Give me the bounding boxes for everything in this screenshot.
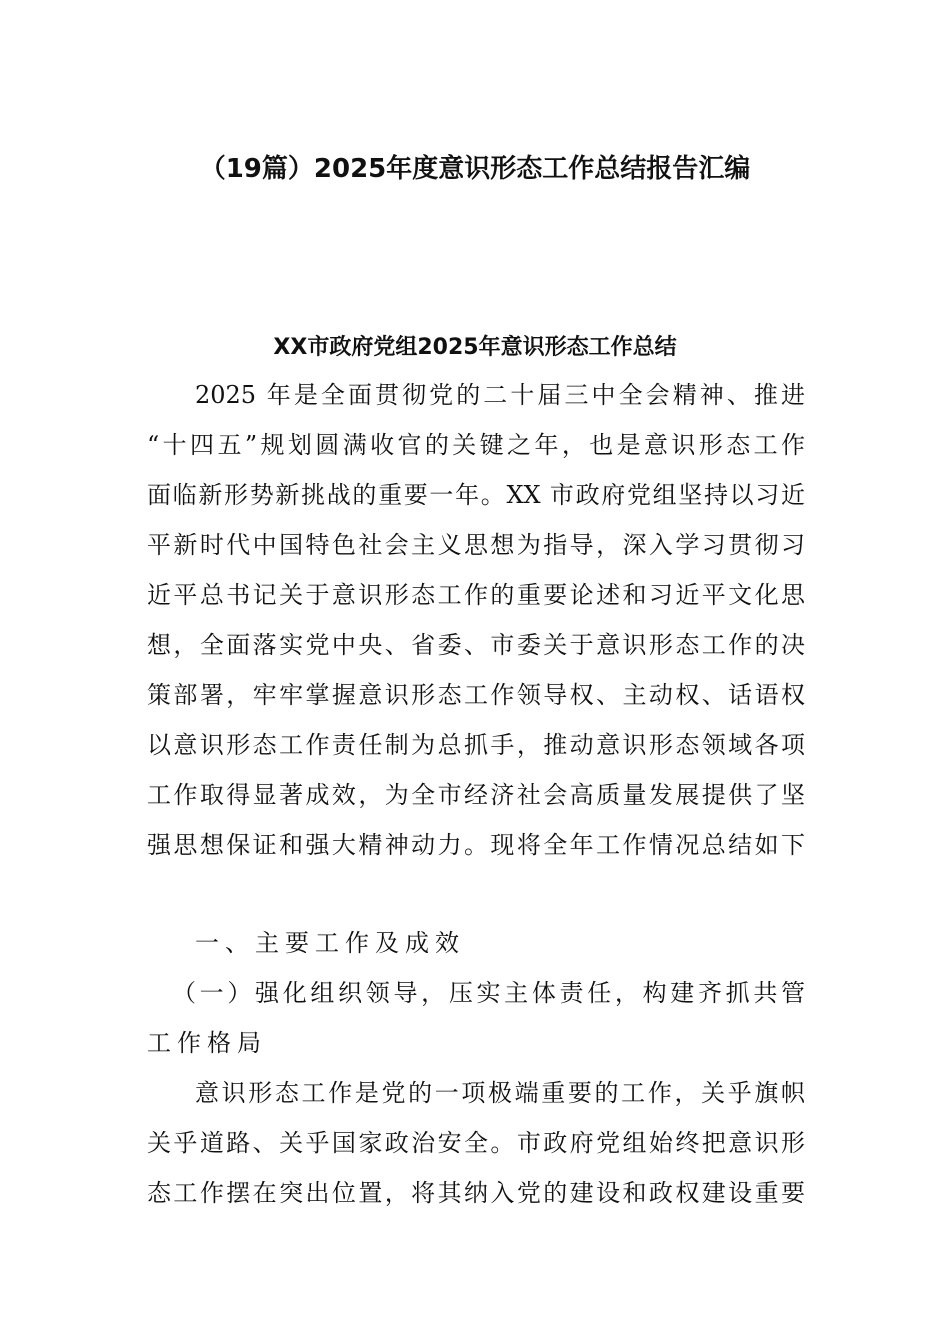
paragraph-line: 近平总书记关于意识形态工作的重要论述和习近平文化思 xyxy=(147,581,805,609)
document-title: （19篇）2025年度意识形态工作总结报告汇编 xyxy=(199,154,751,184)
subsection-line: （一）强化组织领导，压实主体责任，构建齐抓共管 xyxy=(172,979,805,1007)
paragraph-line: 策部署，牢牢掌握意识形态工作领导权、主动权、话语权 xyxy=(147,681,805,709)
paragraph-line: 以意识形态工作责任制为总抓手，推动意识形态领域各项 xyxy=(147,731,805,759)
paragraph-line: 工作取得显著成效，为全市经济社会高质量发展提供了坚 xyxy=(147,781,805,809)
paragraph-line: “十四五”规划圆满收官的关键之年，也是意识形态工作 xyxy=(147,431,805,459)
paragraph-line: 关乎道路、关乎国家政治安全。市政府党组始终把意识形 xyxy=(147,1129,805,1157)
paragraph-line: 强思想保证和强大精神动力。现将全年工作情况总结如下 xyxy=(147,831,805,859)
section-heading: 一、主要工作及成效 xyxy=(195,929,465,957)
subsection-line: 工作格局 xyxy=(147,1029,267,1057)
paragraph-line: 态工作摆在突出位置，将其纳入党的建设和政权建设重要 xyxy=(147,1179,805,1207)
document-subtitle: XX市政府党组2025年意识形态工作总结 xyxy=(273,335,677,360)
paragraph-line: 平新时代中国特色社会主义思想为指导，深入学习贯彻习 xyxy=(147,531,805,559)
paragraph-line: 想，全面落实党中央、省委、市委关于意识形态工作的决 xyxy=(147,631,805,659)
paragraph-line: 面临新形势新挑战的重要一年。XX 市政府党组坚持以习近 xyxy=(147,481,805,509)
paragraph-line: 意识形态工作是党的一项极端重要的工作，关乎旗帜 xyxy=(195,1079,805,1107)
paragraph-line: 2025 年是全面贯彻党的二十届三中全会精神、推进 xyxy=(195,381,805,409)
